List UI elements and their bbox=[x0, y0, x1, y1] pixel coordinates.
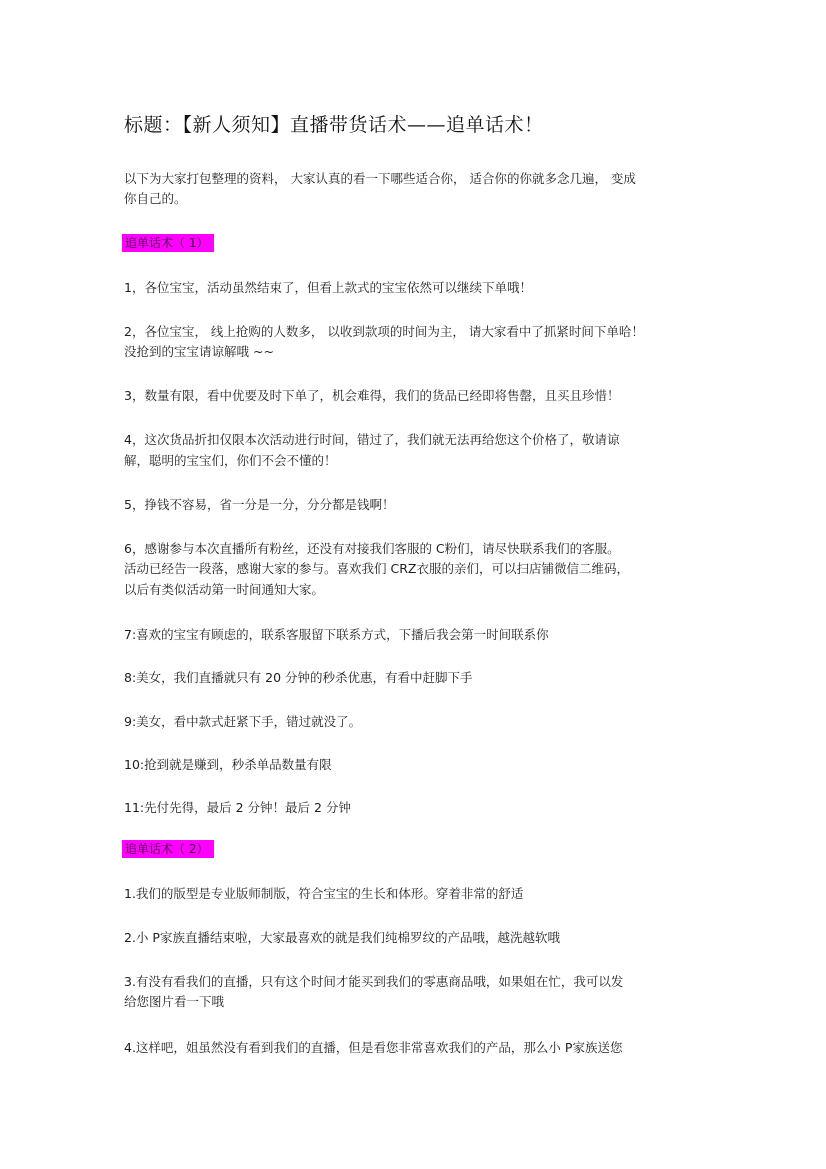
s1-item-4-line-1: 4，这次货品折扣仅限本次活动进行时间，错过了，我们就无法再给您这个价格了，敬请谅 bbox=[124, 432, 620, 447]
s1-item-4-line-2: 解，聪明的宝宝们，你们不会不懂的！ bbox=[124, 453, 337, 468]
s2-item-1: 1.我们的版型是专业版师制版，符合宝宝的生长和体形。穿着非常的舒适 bbox=[124, 886, 524, 901]
s1-item-5: 5，挣钱不容易，省一分是一分，分分都是钱啊！ bbox=[124, 497, 395, 512]
s1-item-7: 7:喜欢的宝宝有顾虑的，联系客服留下联系方式，下播后我会第一时间联系你 bbox=[124, 627, 549, 642]
s2-item-2: 2.小 P家族直播结束啦，大家最喜欢的就是我们纯棉罗纹的产品哦，越洗越软哦 bbox=[124, 930, 560, 945]
s1-item-3: 3，数量有限，看中优要及时下单了，机会难得，我们的货品已经即将售罄，且买且珍惜！ bbox=[124, 388, 620, 403]
s1-item-2-line-2: 没抢到的宝宝请谅解哦 ~~ bbox=[124, 344, 274, 359]
s1-item-1: 1，各位宝宝，活动虽然结束了，但看上款式的宝宝依然可以继续下单哦！ bbox=[124, 280, 532, 295]
page-title: 标题：【新人须知】直播带货话术——追单话术！ bbox=[124, 114, 544, 136]
s1-item-11: 11:先付先得，最后 2 分钟！最后 2 分钟 bbox=[124, 800, 351, 815]
s1-item-2-line-1: 2，各位宝宝， 线上抢购的人数多， 以收到款项的时间为主， 请大家看中了抓紧时间下单哈！ bbox=[124, 324, 644, 339]
section-1-heading: 追单话术（ 1） bbox=[122, 234, 214, 252]
section-2-heading: 追单话术（ 2） bbox=[122, 840, 214, 858]
s2-item-4: 4.这样吧，姐虽然没有看到我们的直播，但是看您非常喜欢我们的产品，那么小 P家族送您 bbox=[124, 1040, 623, 1055]
s1-item-8: 8:美女，我们直播就只有 20 分钟的秒杀优惠，有看中赶脚下手 bbox=[124, 670, 473, 685]
intro-line-2: 你自己的。 bbox=[124, 191, 187, 206]
s1-item-6-line-3: 以后有类似活动第一时间通知大家。 bbox=[124, 582, 325, 597]
s2-item-3-line-2: 给您图片看一下哦 bbox=[124, 994, 225, 1009]
intro-line-1: 以下为大家打包整理的资料， 大家认真的看一下哪些适合你， 适合你的你就多念几遍， 变成 bbox=[124, 171, 636, 186]
s1-item-10: 10:抢到就是赚到，秒杀单品数量有限 bbox=[124, 757, 332, 772]
s2-item-3-line-1: 3.有没有看我们的直播，只有这个时间才能买到我们的零惠商品哦，如果姐在忙，我可以发 bbox=[124, 974, 624, 989]
s1-item-6-line-1: 6，感谢参与本次直播所有粉丝，还没有对接我们客服的 C粉们，请尽快联系我们的客服。 bbox=[124, 541, 620, 556]
s1-item-9: 9:美女，看中款式赶紧下手，错过就没了。 bbox=[124, 714, 362, 729]
s1-item-6-line-2: 活动已经告一段落，感谢大家的参与。喜欢我们 CRZ衣服的亲们，可以扫店铺微信二维码， bbox=[124, 561, 629, 576]
